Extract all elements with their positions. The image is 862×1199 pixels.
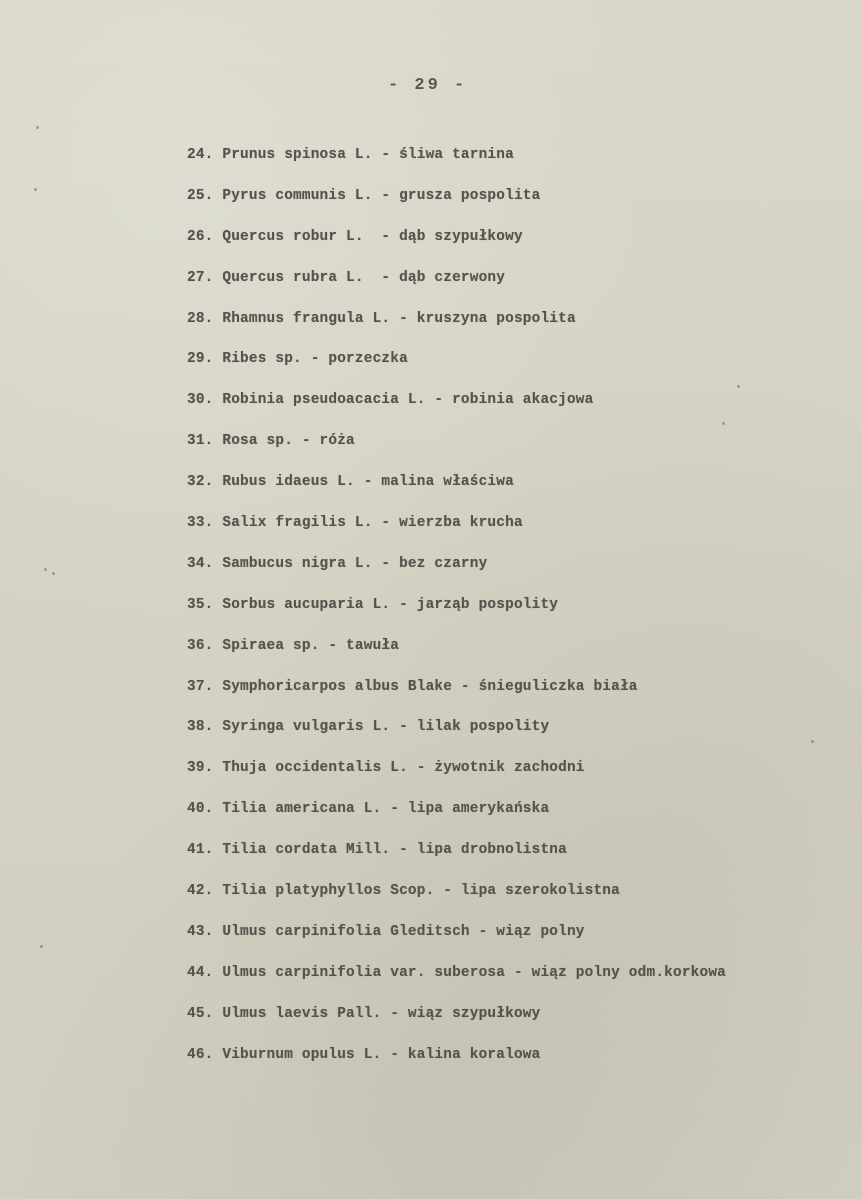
list-item xyxy=(187,305,726,346)
entry-text: Thuja occidentalis L. - żywotnik zachodni xyxy=(222,760,585,777)
entry-text: Quercus robur L. - dąb szypułkowy xyxy=(222,228,523,245)
page-number: - 29 - xyxy=(388,76,468,95)
entry-number: 35. xyxy=(187,596,214,613)
list-item xyxy=(187,1041,726,1082)
entry-number: 40. xyxy=(187,801,214,818)
entry-text: Rubus idaeus L. - malina właściwa xyxy=(222,474,514,491)
list-item xyxy=(187,795,726,836)
list-item xyxy=(187,427,726,468)
entry-text: Viburnum opulus L. - kalina koralowa xyxy=(222,1046,541,1063)
paper-speck xyxy=(722,422,725,425)
entry-number: 31. xyxy=(187,433,214,450)
entry-text: Sambucus nigra L. - bez czarny xyxy=(222,555,488,572)
list-item xyxy=(187,591,726,632)
entry-text: Ribes sp. - porzeczka xyxy=(222,351,408,368)
entry-number: 27. xyxy=(187,269,214,286)
entry-number: 43. xyxy=(187,923,214,940)
entry-text: Rhamnus frangula L. - kruszyna pospolita xyxy=(222,310,576,327)
list-item xyxy=(187,468,726,509)
entry-text: Sorbus aucuparia L. - jarząb pospolity xyxy=(222,596,559,613)
entry-text: Ulmus laevis Pall. - wiąz szypułkowy xyxy=(222,1005,541,1022)
entry-number: 41. xyxy=(187,842,214,859)
entry-number: 46. xyxy=(187,1046,214,1063)
list-item xyxy=(187,673,726,714)
entry-number: 38. xyxy=(187,719,214,736)
entry-number: 44. xyxy=(187,964,214,981)
species-list xyxy=(187,141,726,1081)
paper-speck xyxy=(737,385,740,388)
entry-text: Rosa sp. - róża xyxy=(222,433,355,450)
entry-number: 25. xyxy=(187,187,214,204)
list-item xyxy=(187,550,726,591)
entry-number: 39. xyxy=(187,760,214,777)
entry-number: 26. xyxy=(187,228,214,245)
list-item xyxy=(187,345,726,386)
list-item xyxy=(187,754,726,795)
paper-speck xyxy=(811,740,814,743)
list-item xyxy=(187,386,726,427)
entry-number: 34. xyxy=(187,555,214,572)
entry-number: 24. xyxy=(187,147,214,163)
paper-speck xyxy=(44,568,47,571)
paper-speck xyxy=(52,572,55,575)
list-item xyxy=(187,182,726,223)
entry-text: Salix fragilis L. - wierzba krucha xyxy=(222,515,523,532)
paper-speck xyxy=(34,188,37,191)
entry-text: Spiraea sp. - tawuła xyxy=(222,637,400,654)
list-item xyxy=(187,1000,726,1041)
list-item xyxy=(187,877,726,918)
entry-number: 36. xyxy=(187,637,214,654)
entry-text: Ulmus carpinifolia Gleditsch - wiąz polny xyxy=(222,923,585,940)
list-item xyxy=(187,918,726,959)
entry-text: Prunus spinosa L. - śliwa tarnina xyxy=(222,147,514,163)
entry-text: Tilia cordata Mill. - lipa drobnolistna xyxy=(222,842,567,859)
paper-speck xyxy=(36,126,39,129)
entry-text: Robinia pseudoacacia L. - robinia akacjowa xyxy=(222,392,594,409)
list-item xyxy=(187,509,726,550)
list-item xyxy=(187,223,726,264)
entry-number: 30. xyxy=(187,392,214,409)
entry-number: 37. xyxy=(187,678,214,695)
entry-number: 28. xyxy=(187,310,214,327)
list-item xyxy=(187,959,726,1000)
entry-text: Tilia platyphyllos Scop. - lipa szerokolistna xyxy=(222,883,620,900)
entry-text: Quercus rubra L. - dąb czerwony xyxy=(222,269,506,286)
list-item xyxy=(187,141,726,182)
list-item xyxy=(187,836,726,877)
entry-text: Tilia americana L. - lipa amerykańska xyxy=(222,801,550,818)
list-item xyxy=(187,713,726,754)
list-item xyxy=(187,632,726,673)
list-item xyxy=(187,264,726,305)
entry-text: Pyrus communis L. - grusza pospolita xyxy=(222,187,541,204)
entry-number: 29. xyxy=(187,351,214,368)
entry-text: Symphoricarpos albus Blake - śnieguliczka biała xyxy=(222,678,638,695)
paper-speck xyxy=(40,945,43,948)
entry-number: 32. xyxy=(187,474,214,491)
entry-text: Ulmus carpinifolia var. suberosa - wiąz polny odm.korkowa xyxy=(222,964,726,981)
entry-number: 45. xyxy=(187,1005,214,1022)
entry-number: 42. xyxy=(187,883,214,900)
entry-number: 33. xyxy=(187,515,214,532)
entry-text: Syringa vulgaris L. - lilak pospolity xyxy=(222,719,550,736)
